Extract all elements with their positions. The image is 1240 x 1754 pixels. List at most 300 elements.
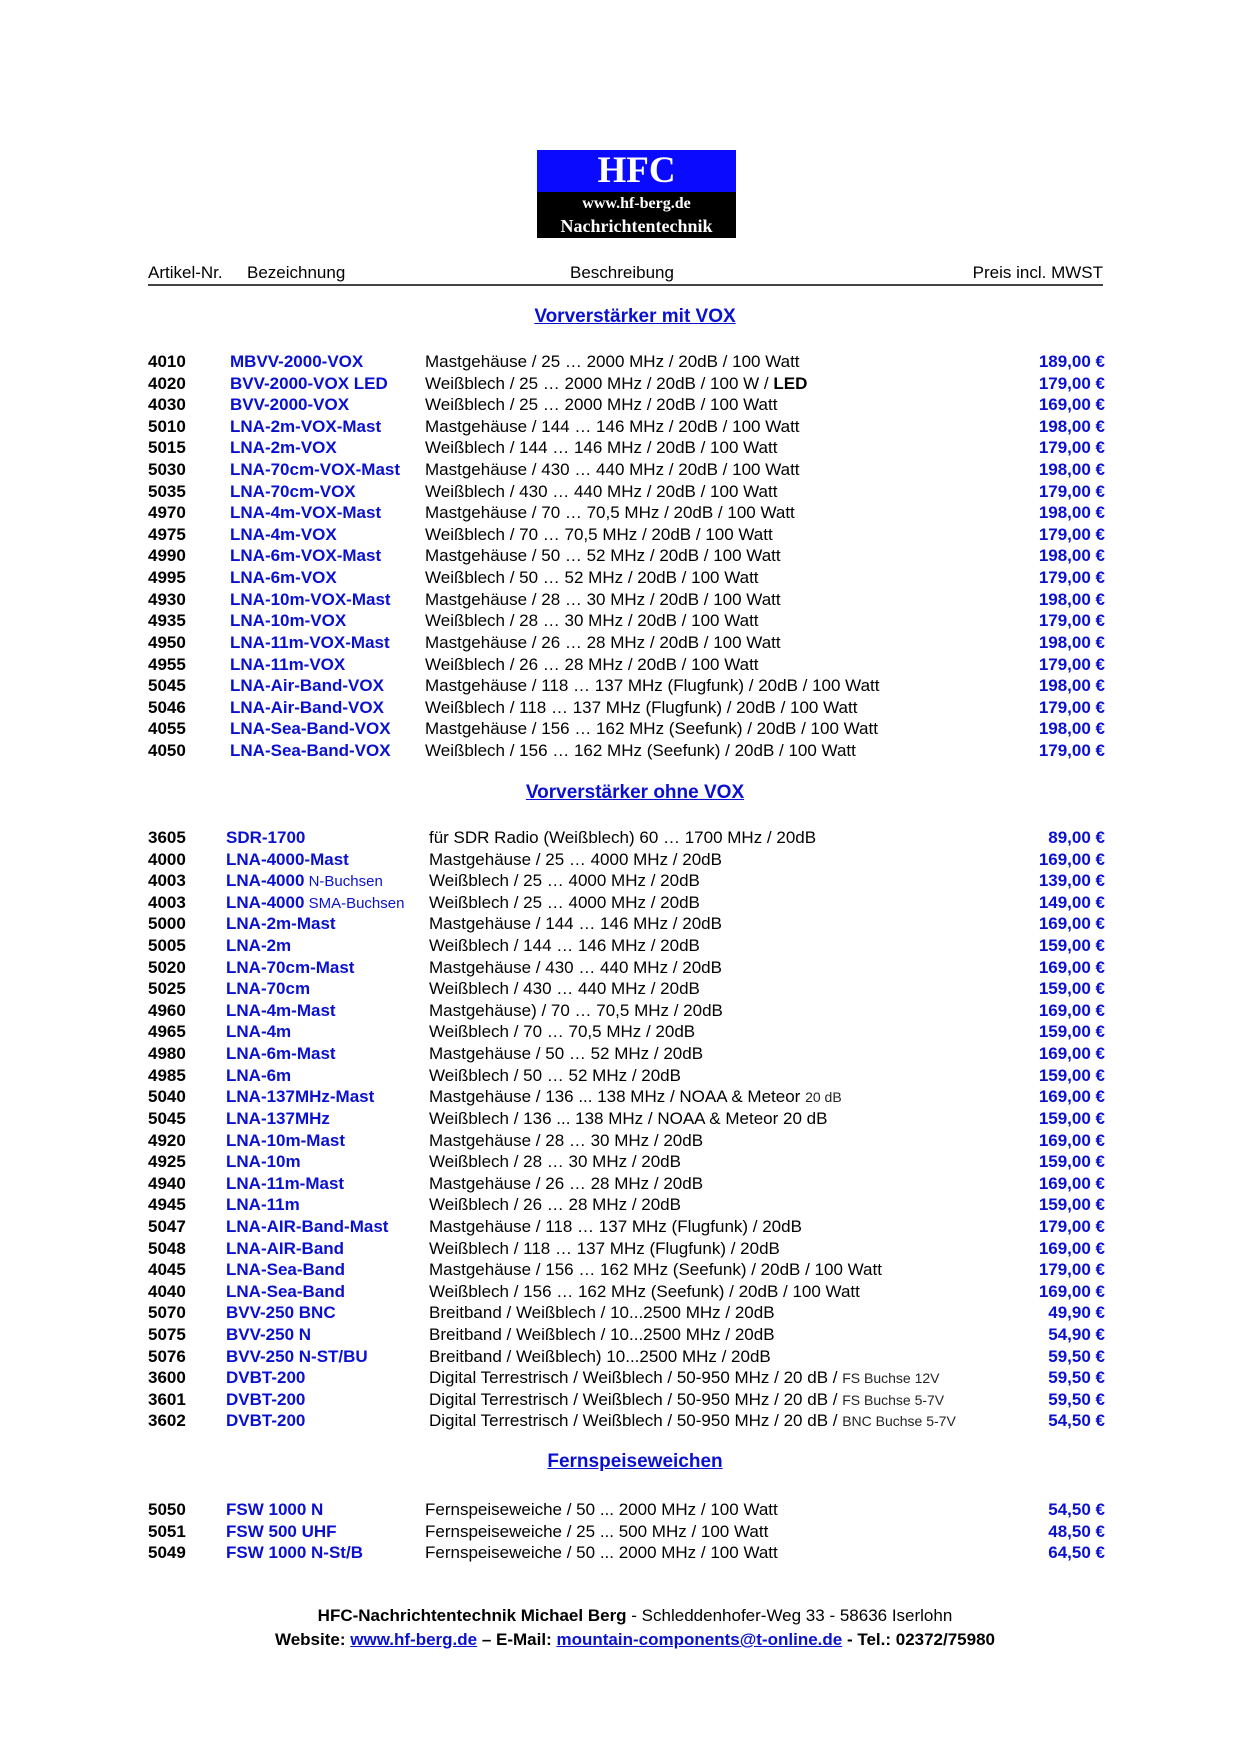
article-number: 5048 bbox=[148, 1238, 186, 1258]
product-price: 198,00 € bbox=[1038, 676, 1105, 696]
product-description bbox=[429, 1410, 956, 1433]
product-designation bbox=[230, 351, 363, 373]
product-description bbox=[429, 1043, 703, 1065]
product-row bbox=[148, 1086, 1105, 1108]
product-designation bbox=[230, 437, 337, 459]
product-description bbox=[429, 870, 700, 892]
product-row bbox=[148, 1173, 1105, 1195]
article-number: 4020 bbox=[148, 373, 186, 393]
product-price: 64,50 € bbox=[1048, 1543, 1105, 1563]
product-price: 59,50 € bbox=[1048, 1368, 1105, 1388]
product-description bbox=[425, 459, 800, 481]
product-description-text: Mastgehäuse / 28 … 30 MHz / 20dB / 100 Watt bbox=[425, 589, 781, 609]
product-description-text: Digital Terrestrisch / Weißblech / 50-950 MHz / 20 dB / bbox=[429, 1389, 843, 1409]
product-row bbox=[148, 1021, 1105, 1043]
product-description-text: Mastgehäuse / 118 … 137 MHz (Flugfunk) / 20dB / 100 Watt bbox=[425, 676, 880, 696]
article-number: 4970 bbox=[148, 503, 186, 523]
article-number: 5040 bbox=[148, 1087, 186, 1107]
product-description-text: Weißblech / 118 … 137 MHz (Flugfunk) / 20dB bbox=[429, 1238, 780, 1258]
product-price: 198,00 € bbox=[1038, 632, 1105, 652]
product-row bbox=[148, 610, 1105, 632]
product-designation bbox=[230, 589, 391, 611]
product-description bbox=[429, 1065, 681, 1087]
product-description bbox=[425, 1499, 778, 1521]
product-description bbox=[429, 1389, 944, 1412]
product-row bbox=[148, 545, 1105, 567]
product-row bbox=[148, 697, 1105, 719]
product-description bbox=[425, 481, 777, 503]
product-row bbox=[148, 1346, 1105, 1368]
product-name: LNA-4000 bbox=[226, 871, 305, 891]
product-price: 179,00 € bbox=[1038, 654, 1105, 674]
product-price: 198,00 € bbox=[1038, 503, 1105, 523]
product-name: SDR-1700 bbox=[226, 828, 306, 847]
product-price: 54,90 € bbox=[1048, 1325, 1105, 1345]
product-description-text: Digital Terrestrisch / Weißblech / 50-950 MHz / 20 dB / bbox=[429, 1368, 843, 1388]
product-price: 198,00 € bbox=[1038, 416, 1105, 436]
product-description-text: Weißblech / 430 … 440 MHz / 20dB bbox=[429, 979, 700, 999]
product-description-text: Mastgehäuse / 144 … 146 MHz / 20dB / 100 Watt bbox=[425, 416, 800, 436]
product-name: LNA-2m bbox=[226, 936, 292, 956]
product-description bbox=[425, 416, 800, 438]
footer-line-2 bbox=[0, 1630, 1240, 1650]
product-price: 189,00 € bbox=[1038, 352, 1105, 371]
article-number: 3601 bbox=[148, 1389, 186, 1409]
footer-website-label: Website: bbox=[274, 1630, 351, 1649]
product-name: LNA-11m bbox=[226, 1195, 300, 1215]
product-description-text: Fernspeiseweiche / 50 ... 2000 MHz / 100 Watt bbox=[425, 1500, 778, 1519]
product-description-text: Mastgehäuse / 28 … 30 MHz / 20dB bbox=[429, 1130, 704, 1150]
product-price: 59,50 € bbox=[1048, 1389, 1105, 1409]
product-price: 169,00 € bbox=[1038, 1044, 1105, 1064]
product-description bbox=[429, 827, 816, 849]
product-name: LNA-70cm-VOX-Mast bbox=[230, 460, 401, 480]
product-price: 198,00 € bbox=[1038, 546, 1105, 566]
product-designation bbox=[230, 394, 349, 416]
product-description bbox=[429, 1216, 802, 1238]
product-row bbox=[148, 1324, 1105, 1346]
product-description bbox=[429, 1302, 775, 1324]
product-designation bbox=[230, 718, 391, 740]
header-preis: Preis incl. MWST bbox=[972, 263, 1103, 282]
product-description-text: Weißblech / 25 … 4000 MHz / 20dB bbox=[429, 871, 700, 891]
product-row bbox=[148, 481, 1105, 503]
product-description bbox=[425, 437, 777, 459]
product-description bbox=[425, 567, 759, 589]
product-name: LNA-4m bbox=[226, 1022, 292, 1042]
product-description-text: Mastgehäuse) / 70 … 70,5 MHz / 20dB bbox=[429, 1000, 723, 1020]
product-row bbox=[148, 416, 1105, 438]
product-designation bbox=[226, 1086, 374, 1108]
product-designation bbox=[226, 1065, 291, 1087]
product-price: 179,00 € bbox=[1038, 611, 1105, 631]
logo-subtitle: Nachrichtentechnik bbox=[560, 216, 713, 236]
article-number: 3605 bbox=[148, 828, 186, 847]
product-price: 198,00 € bbox=[1038, 460, 1105, 480]
article-number: 5005 bbox=[148, 936, 186, 956]
product-description bbox=[429, 1367, 939, 1390]
article-number: 5070 bbox=[148, 1303, 186, 1323]
product-description-extra: LED bbox=[773, 373, 808, 393]
product-description bbox=[429, 913, 722, 935]
product-designation bbox=[226, 1021, 291, 1043]
product-name: LNA-4m-VOX-Mast bbox=[230, 503, 382, 523]
product-list-mit-vox bbox=[148, 351, 1105, 762]
product-price: 169,00 € bbox=[1038, 849, 1105, 869]
product-price: 59,50 € bbox=[1048, 1346, 1105, 1366]
product-name: LNA-10m-VOX-Mast bbox=[230, 589, 391, 609]
article-number: 4930 bbox=[148, 589, 186, 609]
product-designation bbox=[230, 502, 381, 524]
product-price: 198,00 € bbox=[1038, 719, 1105, 739]
product-row bbox=[148, 524, 1105, 546]
product-price: 179,00 € bbox=[1038, 373, 1105, 393]
product-description-text: Mastgehäuse / 25 … 4000 MHz / 20dB bbox=[429, 849, 722, 869]
product-price: 49,90 € bbox=[1048, 1303, 1105, 1323]
article-number: 4055 bbox=[148, 719, 186, 739]
product-designation bbox=[230, 675, 384, 697]
product-row bbox=[148, 373, 1105, 395]
product-name: LNA-70cm-Mast bbox=[226, 957, 355, 977]
product-description bbox=[425, 394, 777, 416]
product-description bbox=[425, 654, 759, 676]
product-designation bbox=[226, 1324, 311, 1346]
product-designation bbox=[226, 1238, 344, 1260]
article-number: 5015 bbox=[148, 438, 186, 458]
product-name: LNA-2m-VOX-Mast bbox=[230, 416, 382, 436]
product-designation bbox=[226, 827, 305, 849]
product-description bbox=[425, 589, 781, 611]
article-number: 4965 bbox=[148, 1022, 186, 1042]
product-description bbox=[425, 1542, 778, 1564]
product-designation bbox=[226, 1130, 345, 1152]
product-list-ohne-vox bbox=[148, 827, 1105, 1432]
product-designation bbox=[230, 654, 345, 676]
product-name: LNA-Air-Band-VOX bbox=[230, 697, 384, 717]
product-row bbox=[148, 849, 1105, 871]
product-name: FSW 1000 N bbox=[226, 1500, 324, 1519]
product-designation bbox=[226, 1173, 344, 1195]
product-price: 48,50 € bbox=[1048, 1521, 1105, 1541]
product-row bbox=[148, 957, 1105, 979]
website-link[interactable]: www.hf-berg.de bbox=[350, 1630, 478, 1649]
header-artikel-nr: Artikel-Nr. bbox=[148, 263, 223, 282]
product-name: LNA-2m-Mast bbox=[226, 914, 336, 934]
product-price: 169,00 € bbox=[1038, 1087, 1105, 1107]
product-description-text: Mastgehäuse / 50 … 52 MHz / 20dB / 100 Watt bbox=[425, 546, 781, 566]
product-description-text: Mastgehäuse / 144 … 146 MHz / 20dB bbox=[429, 914, 722, 934]
product-row bbox=[148, 935, 1105, 957]
footer-tel: - Tel.: 02372/75980 bbox=[842, 1630, 996, 1649]
product-designation bbox=[230, 416, 381, 438]
product-name: LNA-11m-VOX bbox=[230, 654, 346, 674]
product-description bbox=[429, 1238, 780, 1260]
article-number: 5035 bbox=[148, 481, 186, 501]
product-row bbox=[148, 1130, 1105, 1152]
product-variant: N-Buchsen bbox=[304, 873, 383, 891]
product-description-extra: FS Buchse 12V bbox=[842, 1370, 940, 1387]
product-description-text: Mastgehäuse / 70 … 70,5 MHz / 20dB / 100 Watt bbox=[425, 503, 795, 523]
product-description bbox=[425, 1521, 768, 1543]
product-description bbox=[429, 1151, 681, 1173]
article-number: 4940 bbox=[148, 1173, 186, 1193]
product-row bbox=[148, 1389, 1105, 1411]
article-number: 5000 bbox=[148, 914, 186, 934]
product-description bbox=[429, 1021, 695, 1043]
product-designation bbox=[226, 1216, 388, 1238]
product-description bbox=[425, 740, 856, 762]
product-description-text: Weißblech / 26 … 28 MHz / 20dB bbox=[429, 1195, 681, 1215]
product-name: LNA-10m-VOX bbox=[230, 611, 347, 631]
product-description-text: Fernspeiseweiche / 25 ... 500 MHz / 100 Watt bbox=[425, 1521, 769, 1541]
product-description-text: Mastgehäuse / 156 … 162 MHz (Seefunk) / 20dB / 100 Watt bbox=[429, 1260, 882, 1280]
product-description bbox=[425, 373, 807, 395]
product-designation bbox=[226, 1000, 336, 1022]
product-name: LNA-6m bbox=[226, 1065, 292, 1085]
product-designation bbox=[226, 870, 383, 893]
product-price: 179,00 € bbox=[1038, 697, 1105, 717]
product-description-text: Weißblech / 136 ... 138 MHz / NOAA & Meteor 20 dB bbox=[429, 1108, 828, 1128]
product-price: 159,00 € bbox=[1038, 1022, 1105, 1042]
product-description-text: Weißblech / 25 … 2000 MHz / 20dB / 100 W / bbox=[425, 373, 774, 393]
article-number: 5050 bbox=[148, 1500, 186, 1519]
product-price: 179,00 € bbox=[1038, 438, 1105, 458]
product-price: 169,00 € bbox=[1038, 957, 1105, 977]
product-name: BVV-2000-VOX LED bbox=[230, 373, 388, 393]
article-number: 4960 bbox=[148, 1000, 186, 1020]
product-description bbox=[429, 1000, 723, 1022]
product-designation bbox=[230, 459, 400, 481]
article-number: 5045 bbox=[148, 676, 186, 696]
product-description-text: Weißblech / 25 … 2000 MHz / 20dB / 100 Watt bbox=[425, 395, 778, 415]
product-description-text: Weißblech / 28 … 30 MHz / 20dB bbox=[429, 1152, 681, 1172]
product-description bbox=[429, 1259, 882, 1281]
product-price: 169,00 € bbox=[1038, 1130, 1105, 1150]
product-price: 159,00 € bbox=[1038, 1152, 1105, 1172]
article-number: 4030 bbox=[148, 395, 186, 415]
product-row bbox=[148, 1521, 1105, 1543]
article-number: 5075 bbox=[148, 1325, 186, 1345]
logo-url: www.hf-berg.de bbox=[582, 195, 691, 212]
product-designation bbox=[230, 632, 390, 654]
product-designation bbox=[226, 1410, 305, 1432]
product-name: BVV-250 BNC bbox=[226, 1303, 336, 1323]
product-name: LNA-6m-VOX-Mast bbox=[230, 546, 382, 566]
product-description-text: Mastgehäuse / 26 … 28 MHz / 20dB / 100 Watt bbox=[425, 632, 781, 652]
product-price: 169,00 € bbox=[1038, 1173, 1105, 1193]
product-description-text: für SDR Radio (Weißblech) 60 … 1700 MHz / 20dB bbox=[429, 828, 817, 847]
product-name: LNA-137MHz-Mast bbox=[226, 1087, 375, 1107]
product-name: LNA-4m-VOX bbox=[230, 524, 337, 544]
product-designation bbox=[226, 913, 336, 935]
product-designation bbox=[226, 1499, 323, 1521]
product-name: LNA-Air-Band-VOX bbox=[230, 676, 384, 696]
product-description-text: Mastgehäuse / 136 ... 138 MHz / NOAA & Meteor bbox=[429, 1087, 806, 1107]
article-number: 5020 bbox=[148, 957, 186, 977]
article-number: 5051 bbox=[148, 1521, 186, 1541]
article-number: 4955 bbox=[148, 654, 186, 674]
product-designation bbox=[230, 567, 337, 589]
product-name: LNA-6m-Mast bbox=[226, 1044, 336, 1064]
product-name: LNA-11m-VOX-Mast bbox=[230, 632, 390, 652]
article-number: 4045 bbox=[148, 1260, 186, 1280]
product-row bbox=[148, 740, 1105, 762]
product-name: BVV-250 N-ST/BU bbox=[226, 1346, 368, 1366]
product-name: LNA-Sea-Band bbox=[226, 1260, 346, 1280]
header-bezeichnung: Bezeichnung bbox=[247, 263, 346, 282]
product-designation bbox=[226, 892, 404, 915]
product-description bbox=[429, 1194, 681, 1216]
product-row bbox=[148, 394, 1105, 416]
product-row bbox=[148, 1108, 1105, 1130]
product-name: LNA-4m-Mast bbox=[226, 1000, 336, 1020]
product-price: 149,00 € bbox=[1038, 892, 1105, 912]
product-row bbox=[148, 1410, 1105, 1432]
product-designation bbox=[226, 1281, 345, 1303]
product-description bbox=[429, 1281, 860, 1303]
product-name: LNA-10m bbox=[226, 1152, 301, 1172]
article-number: 5076 bbox=[148, 1346, 186, 1366]
product-description bbox=[429, 892, 700, 914]
product-row bbox=[148, 1367, 1105, 1389]
footer-line-1 bbox=[0, 1606, 1240, 1626]
product-row bbox=[148, 1259, 1105, 1281]
product-description-text: Breitband / Weißblech / 10...2500 MHz / 20dB bbox=[429, 1325, 775, 1345]
product-price: 169,00 € bbox=[1038, 395, 1105, 415]
product-row bbox=[148, 632, 1105, 654]
product-designation bbox=[226, 1302, 336, 1324]
product-description-text: Digital Terrestrisch / Weißblech / 50-950 MHz / 20 dB / bbox=[429, 1411, 843, 1431]
product-designation bbox=[226, 935, 291, 957]
article-number: 5049 bbox=[148, 1543, 186, 1563]
article-number: 4925 bbox=[148, 1152, 186, 1172]
product-row bbox=[148, 1499, 1105, 1521]
product-name: LNA-11m-Mast bbox=[226, 1173, 345, 1193]
product-price: 139,00 € bbox=[1038, 871, 1105, 891]
product-variant: SMA-Buchsen bbox=[304, 894, 405, 912]
product-row bbox=[148, 827, 1105, 849]
column-header bbox=[148, 262, 1103, 286]
product-description bbox=[425, 675, 880, 697]
product-description-text: Weißblech / 430 … 440 MHz / 20dB / 100 Watt bbox=[425, 481, 778, 501]
product-description-extra: BNC Buchse 5-7V bbox=[842, 1413, 956, 1430]
product-price: 179,00 € bbox=[1038, 1216, 1105, 1236]
article-number: 5047 bbox=[148, 1216, 186, 1236]
product-designation bbox=[226, 1194, 300, 1216]
article-number: 4935 bbox=[148, 611, 186, 631]
product-name: LNA-Sea-Band bbox=[226, 1281, 346, 1301]
product-row bbox=[148, 892, 1105, 914]
product-row bbox=[148, 1151, 1105, 1173]
logo-title: HFC bbox=[537, 150, 736, 192]
product-row bbox=[148, 978, 1105, 1000]
product-price: 159,00 € bbox=[1038, 979, 1105, 999]
product-price: 179,00 € bbox=[1038, 524, 1105, 544]
product-row bbox=[148, 459, 1105, 481]
product-price: 179,00 € bbox=[1038, 1260, 1105, 1280]
product-row bbox=[148, 502, 1105, 524]
product-price: 179,00 € bbox=[1038, 568, 1105, 588]
article-number: 4995 bbox=[148, 568, 186, 588]
product-name: LNA-6m-VOX bbox=[230, 568, 337, 588]
product-row bbox=[148, 913, 1105, 935]
article-number: 4040 bbox=[148, 1281, 186, 1301]
product-name: LNA-10m-Mast bbox=[226, 1130, 346, 1150]
product-list-fernspeiseweichen bbox=[148, 1499, 1105, 1564]
product-description-text: Mastgehäuse / 50 … 52 MHz / 20dB bbox=[429, 1044, 704, 1064]
product-description-text: Mastgehäuse / 26 … 28 MHz / 20dB bbox=[429, 1173, 704, 1193]
product-description bbox=[425, 524, 773, 546]
product-description-text: Breitband / Weißblech / 10...2500 MHz / 20dB bbox=[429, 1303, 775, 1323]
product-description-text: Weißblech / 50 … 52 MHz / 20dB bbox=[429, 1065, 681, 1085]
product-name: DVBT-200 bbox=[226, 1389, 306, 1409]
product-description bbox=[429, 1324, 775, 1346]
article-number: 5045 bbox=[148, 1108, 186, 1128]
email-link[interactable]: mountain-components@t-online.de bbox=[556, 1630, 843, 1649]
product-name: BVV-250 N bbox=[226, 1325, 312, 1345]
product-designation bbox=[226, 1542, 363, 1564]
product-row bbox=[148, 1216, 1105, 1238]
product-designation bbox=[226, 1043, 336, 1065]
product-description-text: Weißblech / 156 … 162 MHz (Seefunk) / 20dB / 100 Watt bbox=[425, 740, 856, 760]
product-row bbox=[148, 675, 1105, 697]
product-description-text: Mastgehäuse / 430 … 440 MHz / 20dB / 100 Watt bbox=[425, 460, 800, 480]
product-description bbox=[425, 502, 795, 524]
header-beschreibung: Beschreibung bbox=[570, 263, 674, 282]
product-price: 198,00 € bbox=[1038, 589, 1105, 609]
article-number: 4000 bbox=[148, 849, 186, 869]
product-row bbox=[148, 589, 1105, 611]
product-row bbox=[148, 1065, 1105, 1087]
product-description-text: Mastgehäuse / 118 … 137 MHz (Flugfunk) / 20dB bbox=[429, 1216, 802, 1236]
product-designation bbox=[230, 481, 356, 503]
product-row bbox=[148, 1281, 1105, 1303]
product-name: FSW 500 UHF bbox=[226, 1521, 337, 1541]
product-row bbox=[148, 437, 1105, 459]
product-row bbox=[148, 870, 1105, 892]
article-number: 4050 bbox=[148, 740, 186, 760]
product-name: LNA-70cm-VOX bbox=[230, 481, 356, 501]
article-number: 3600 bbox=[148, 1368, 186, 1388]
article-number: 4003 bbox=[148, 892, 186, 912]
article-number: 4985 bbox=[148, 1065, 186, 1085]
logo-bottom bbox=[537, 192, 736, 238]
section-title-fernspeiseweichen: Fernspeiseweichen bbox=[547, 1451, 723, 1472]
product-description bbox=[429, 1130, 703, 1152]
product-price: 159,00 € bbox=[1038, 936, 1105, 956]
product-price: 169,00 € bbox=[1038, 1000, 1105, 1020]
product-description bbox=[425, 351, 800, 373]
product-name: DVBT-200 bbox=[226, 1368, 306, 1388]
article-number: 5030 bbox=[148, 460, 186, 480]
product-description bbox=[429, 978, 700, 1000]
product-row bbox=[148, 567, 1105, 589]
product-designation bbox=[226, 1151, 301, 1173]
product-row bbox=[148, 718, 1105, 740]
section-title-ohne-vox: Vorverstärker ohne VOX bbox=[525, 782, 745, 803]
product-description-text: Mastgehäuse / 430 … 440 MHz / 20dB bbox=[429, 957, 722, 977]
product-designation bbox=[226, 957, 354, 979]
product-designation bbox=[230, 740, 391, 762]
product-row bbox=[148, 1238, 1105, 1260]
product-description-text: Weißblech / 70 … 70,5 MHz / 20dB / 100 Watt bbox=[425, 524, 773, 544]
product-name: LNA-AIR-Band bbox=[226, 1238, 345, 1258]
product-description bbox=[429, 957, 722, 979]
product-description-extra: 20 dB bbox=[805, 1089, 842, 1106]
section-title-mit-vox: Vorverstärker mit VOX bbox=[534, 306, 736, 327]
product-designation bbox=[230, 545, 381, 567]
product-description-text: Weißblech / 28 … 30 MHz / 20dB / 100 Watt bbox=[425, 611, 759, 631]
